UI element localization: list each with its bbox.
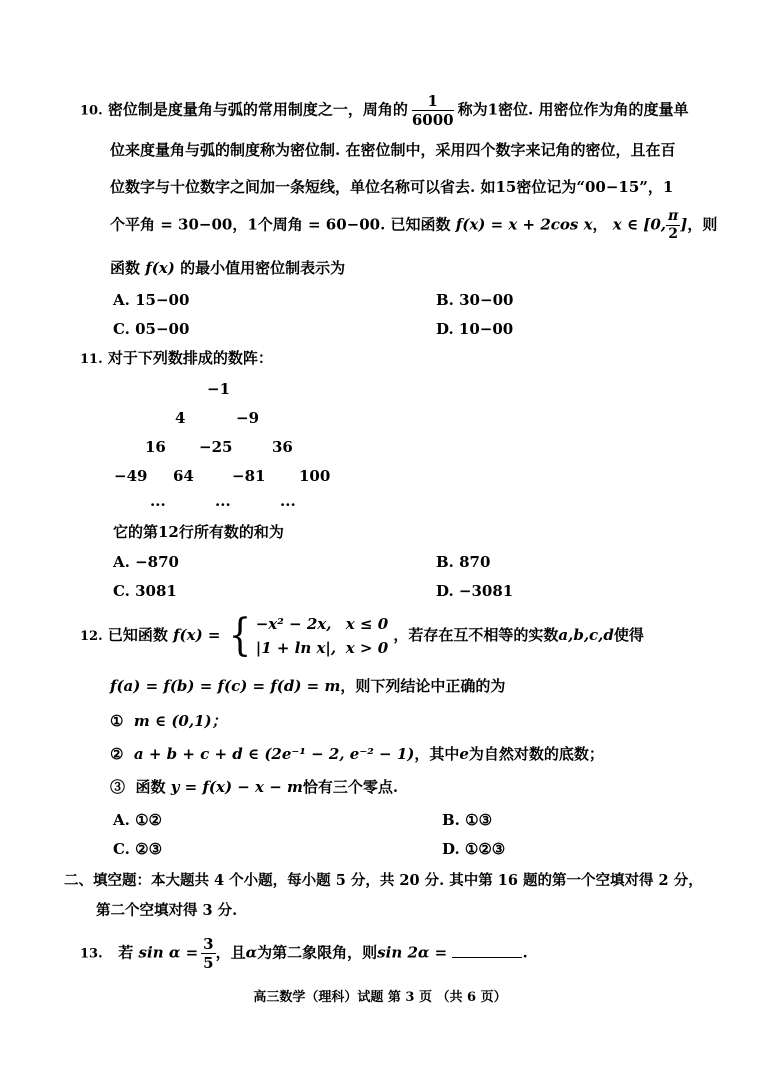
array-cell: −81 (232, 467, 266, 485)
answer-blank[interactable] (452, 957, 522, 958)
q10-option-b: B. 30−00 (436, 291, 514, 309)
left-brace: { (228, 610, 251, 661)
array-ellipsis: ... (215, 492, 231, 510)
q11-option-c: C. 3081 (113, 582, 177, 600)
q13-fraction: $\frac{3}{5}$ (203, 935, 214, 972)
q13: 13. 若 sin α = $\frac{3}{5}$ ，且α为第二象限角，则sin 2α = . (80, 935, 528, 972)
q11-number: 11. (80, 352, 103, 367)
q12-number: 12. (80, 629, 103, 644)
array-cell: 4 (175, 409, 186, 427)
q10-line1 (80, 92, 689, 129)
array-ellipsis: ... (150, 492, 166, 510)
q10-line5: 函数 f(x) 的最小值用密位制表示为 (110, 259, 346, 277)
q11-stem: 11. 对于下列数排成的数阵： (80, 349, 273, 367)
array-cell: 36 (272, 438, 293, 456)
array-cell: 100 (299, 467, 331, 485)
q10-number: 10. (80, 103, 103, 119)
q12-statement-3: ③ 函数 y = f(x) − x − m恰有三个零点. (110, 778, 399, 796)
q12-option-d: D. ①②③ (442, 840, 506, 858)
q10-text: 密位制是度量角与弧的常用制度之一，周角的 (107, 100, 408, 119)
page-footer: 高三数学（理科）试题 第 3 页 （共 6 页） (253, 990, 507, 1005)
q10-option-d: D. 10−00 (436, 320, 514, 338)
q13-number: 13. (80, 946, 103, 962)
q11-option-a: A. −870 (113, 553, 179, 571)
array-cell: −49 (114, 467, 148, 485)
q11-question: 它的第12行所有数的和为 (113, 523, 284, 541)
q11-option-b: B. 870 (436, 553, 491, 571)
q12-condition: f(a) = f(b) = f(c) = f(d) = m，则下列结论中正确的为 (110, 677, 506, 695)
piecewise-function: { −x² − 2x, x ≤ 0 |1 + ln x|, x > 0 (228, 610, 389, 661)
section-heading-cont: 第二个空填对得 3 分. (96, 902, 238, 919)
q10-text: 称为1密位. 用密位作为角的度量单 (457, 100, 689, 119)
q10-pi-fraction: $\frac{\pi}{2}$ (668, 208, 679, 242)
q12-stem: 12. 已知函数 f(x) = { −x² − 2x, x ≤ 0 |1 + ln x|, x > 0 ，若存在互不相等的实数a,b,c,d使得 (80, 610, 644, 661)
q10-fraction: $\frac{1}{6000}$ (411, 92, 454, 129)
array-cell: −9 (236, 409, 260, 427)
array-cell: 16 (145, 438, 166, 456)
array-cell: −25 (199, 438, 233, 456)
q12-option-b: B. ①③ (442, 811, 493, 829)
q10-function: f(x) = x + 2cos x (455, 215, 593, 234)
q10-line4: 个平角 = 30−00，1个周角 = 60−00. 已知函数 f(x) = x + 2cos x， x ∈ [0, $\frac{\pi}{2}$ ]，则 (110, 208, 718, 242)
array-cell: −1 (207, 380, 231, 398)
q10-option-c: C. 05−00 (113, 320, 190, 338)
section-heading: 二、填空题：本大题共 4 个小题，每小题 5 分，共 20 分. 其中第 16 题的第一个空填对得 2 分， (64, 872, 703, 889)
q10-line3: 位数字与十位数字之间加一条短线，单位名称可以省去. 如15密位记为“00−15”，1 (110, 178, 674, 196)
q12-option-c: C. ②③ (113, 840, 163, 858)
q12-statement-2: ② a + b + c + d ∈ (2e⁻¹ − 2, e⁻² − 1)，其中e为自然对数的底数； (110, 745, 604, 763)
q12-option-a: A. ①② (113, 811, 162, 829)
q12-statement-1: ① m ∈ (0,1)； (110, 712, 227, 730)
array-ellipsis: ... (280, 492, 296, 510)
q11-option-d: D. −3081 (436, 582, 514, 600)
array-cell: 64 (173, 467, 194, 485)
q10-line2: 位来度量角与弧的制度称为密位制. 在密位制中，采用四个数字来记角的密位，且在百 (110, 141, 676, 159)
q10-option-a: A. 15−00 (113, 291, 190, 309)
